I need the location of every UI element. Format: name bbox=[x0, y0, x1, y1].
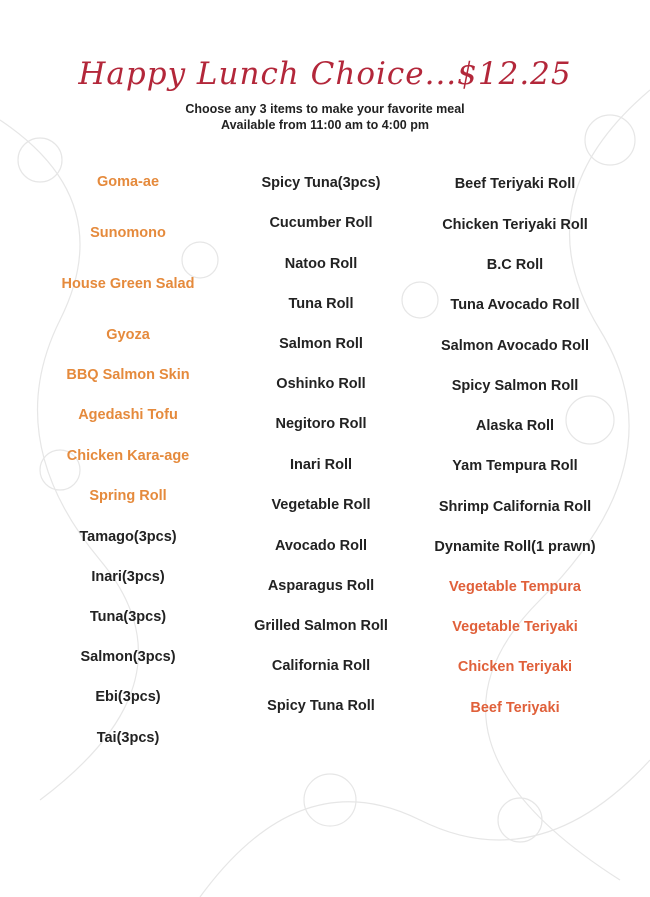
menu-item: Vegetable Roll bbox=[271, 497, 371, 513]
menu-item: Avocado Roll bbox=[274, 538, 368, 554]
menu-item: Oshinko Roll bbox=[276, 376, 366, 392]
menu-item: Spicy Tuna(3pcs) bbox=[261, 175, 381, 191]
menu-item: Salmon(3pcs) bbox=[80, 649, 176, 665]
menu-item: Ebi(3pcs) bbox=[95, 689, 161, 705]
menu-item: Gyoza bbox=[106, 327, 150, 343]
menu-subtitle-hours: Available from 11:00 am to 4:00 pm bbox=[221, 118, 429, 132]
menu-item: Salmon Roll bbox=[279, 336, 363, 352]
menu-item: Yam Tempura Roll bbox=[452, 458, 578, 474]
menu-item: Alaska Roll bbox=[475, 418, 555, 434]
menu-item: Natoo Roll bbox=[284, 256, 358, 272]
menu-item: Tuna(3pcs) bbox=[89, 609, 167, 625]
menu-item: Spring Roll bbox=[89, 488, 167, 504]
menu-item: Shrimp California Roll bbox=[438, 499, 592, 515]
menu-item: Negitoro Roll bbox=[275, 416, 367, 432]
menu-item: House Green Salad bbox=[61, 276, 195, 292]
menu-item: Inari Roll bbox=[289, 457, 353, 473]
menu-item: Tamago(3pcs) bbox=[79, 529, 177, 545]
menu-item: Dynamite Roll(1 prawn) bbox=[434, 539, 596, 555]
menu-item: Vegetable Teriyaki bbox=[452, 619, 578, 635]
menu-item: Spicy Salmon Roll bbox=[451, 378, 579, 394]
menu-item: Salmon Avocado Roll bbox=[441, 338, 589, 354]
menu-item: Tai(3pcs) bbox=[96, 730, 160, 746]
menu-item: Beef Teriyaki Roll bbox=[454, 176, 576, 192]
menu-item: Spicy Tuna Roll bbox=[267, 698, 375, 714]
menu-subtitle-instructions: Choose any 3 items to make your favorite meal bbox=[185, 102, 465, 116]
menu-item: Chicken Teriyaki bbox=[457, 659, 573, 675]
menu-item: Vegetable Tempura bbox=[449, 579, 581, 595]
menu-item: BBQ Salmon Skin bbox=[66, 367, 190, 383]
menu-item: Chicken Teriyaki Roll bbox=[442, 217, 588, 233]
menu-item: Cucumber Roll bbox=[269, 215, 373, 231]
menu-item: Grilled Salmon Roll bbox=[254, 618, 388, 634]
menu-item: Tuna Roll bbox=[288, 296, 354, 312]
menu-item: Tuna Avocado Roll bbox=[450, 297, 580, 313]
menu-title: Happy Lunch Choice...$12.25 bbox=[78, 56, 572, 92]
menu-item: Beef Teriyaki bbox=[470, 700, 560, 716]
menu-item: B.C Roll bbox=[486, 257, 544, 273]
menu-item: Asparagus Roll bbox=[267, 578, 375, 594]
menu-item: California Roll bbox=[271, 658, 371, 674]
menu-item: Inari(3pcs) bbox=[91, 569, 165, 585]
menu-item: Agedashi Tofu bbox=[78, 407, 178, 423]
menu-item: Sunomono bbox=[90, 225, 166, 241]
menu-item: Chicken Kara-age bbox=[66, 448, 190, 464]
menu-item: Goma-ae bbox=[96, 174, 160, 190]
